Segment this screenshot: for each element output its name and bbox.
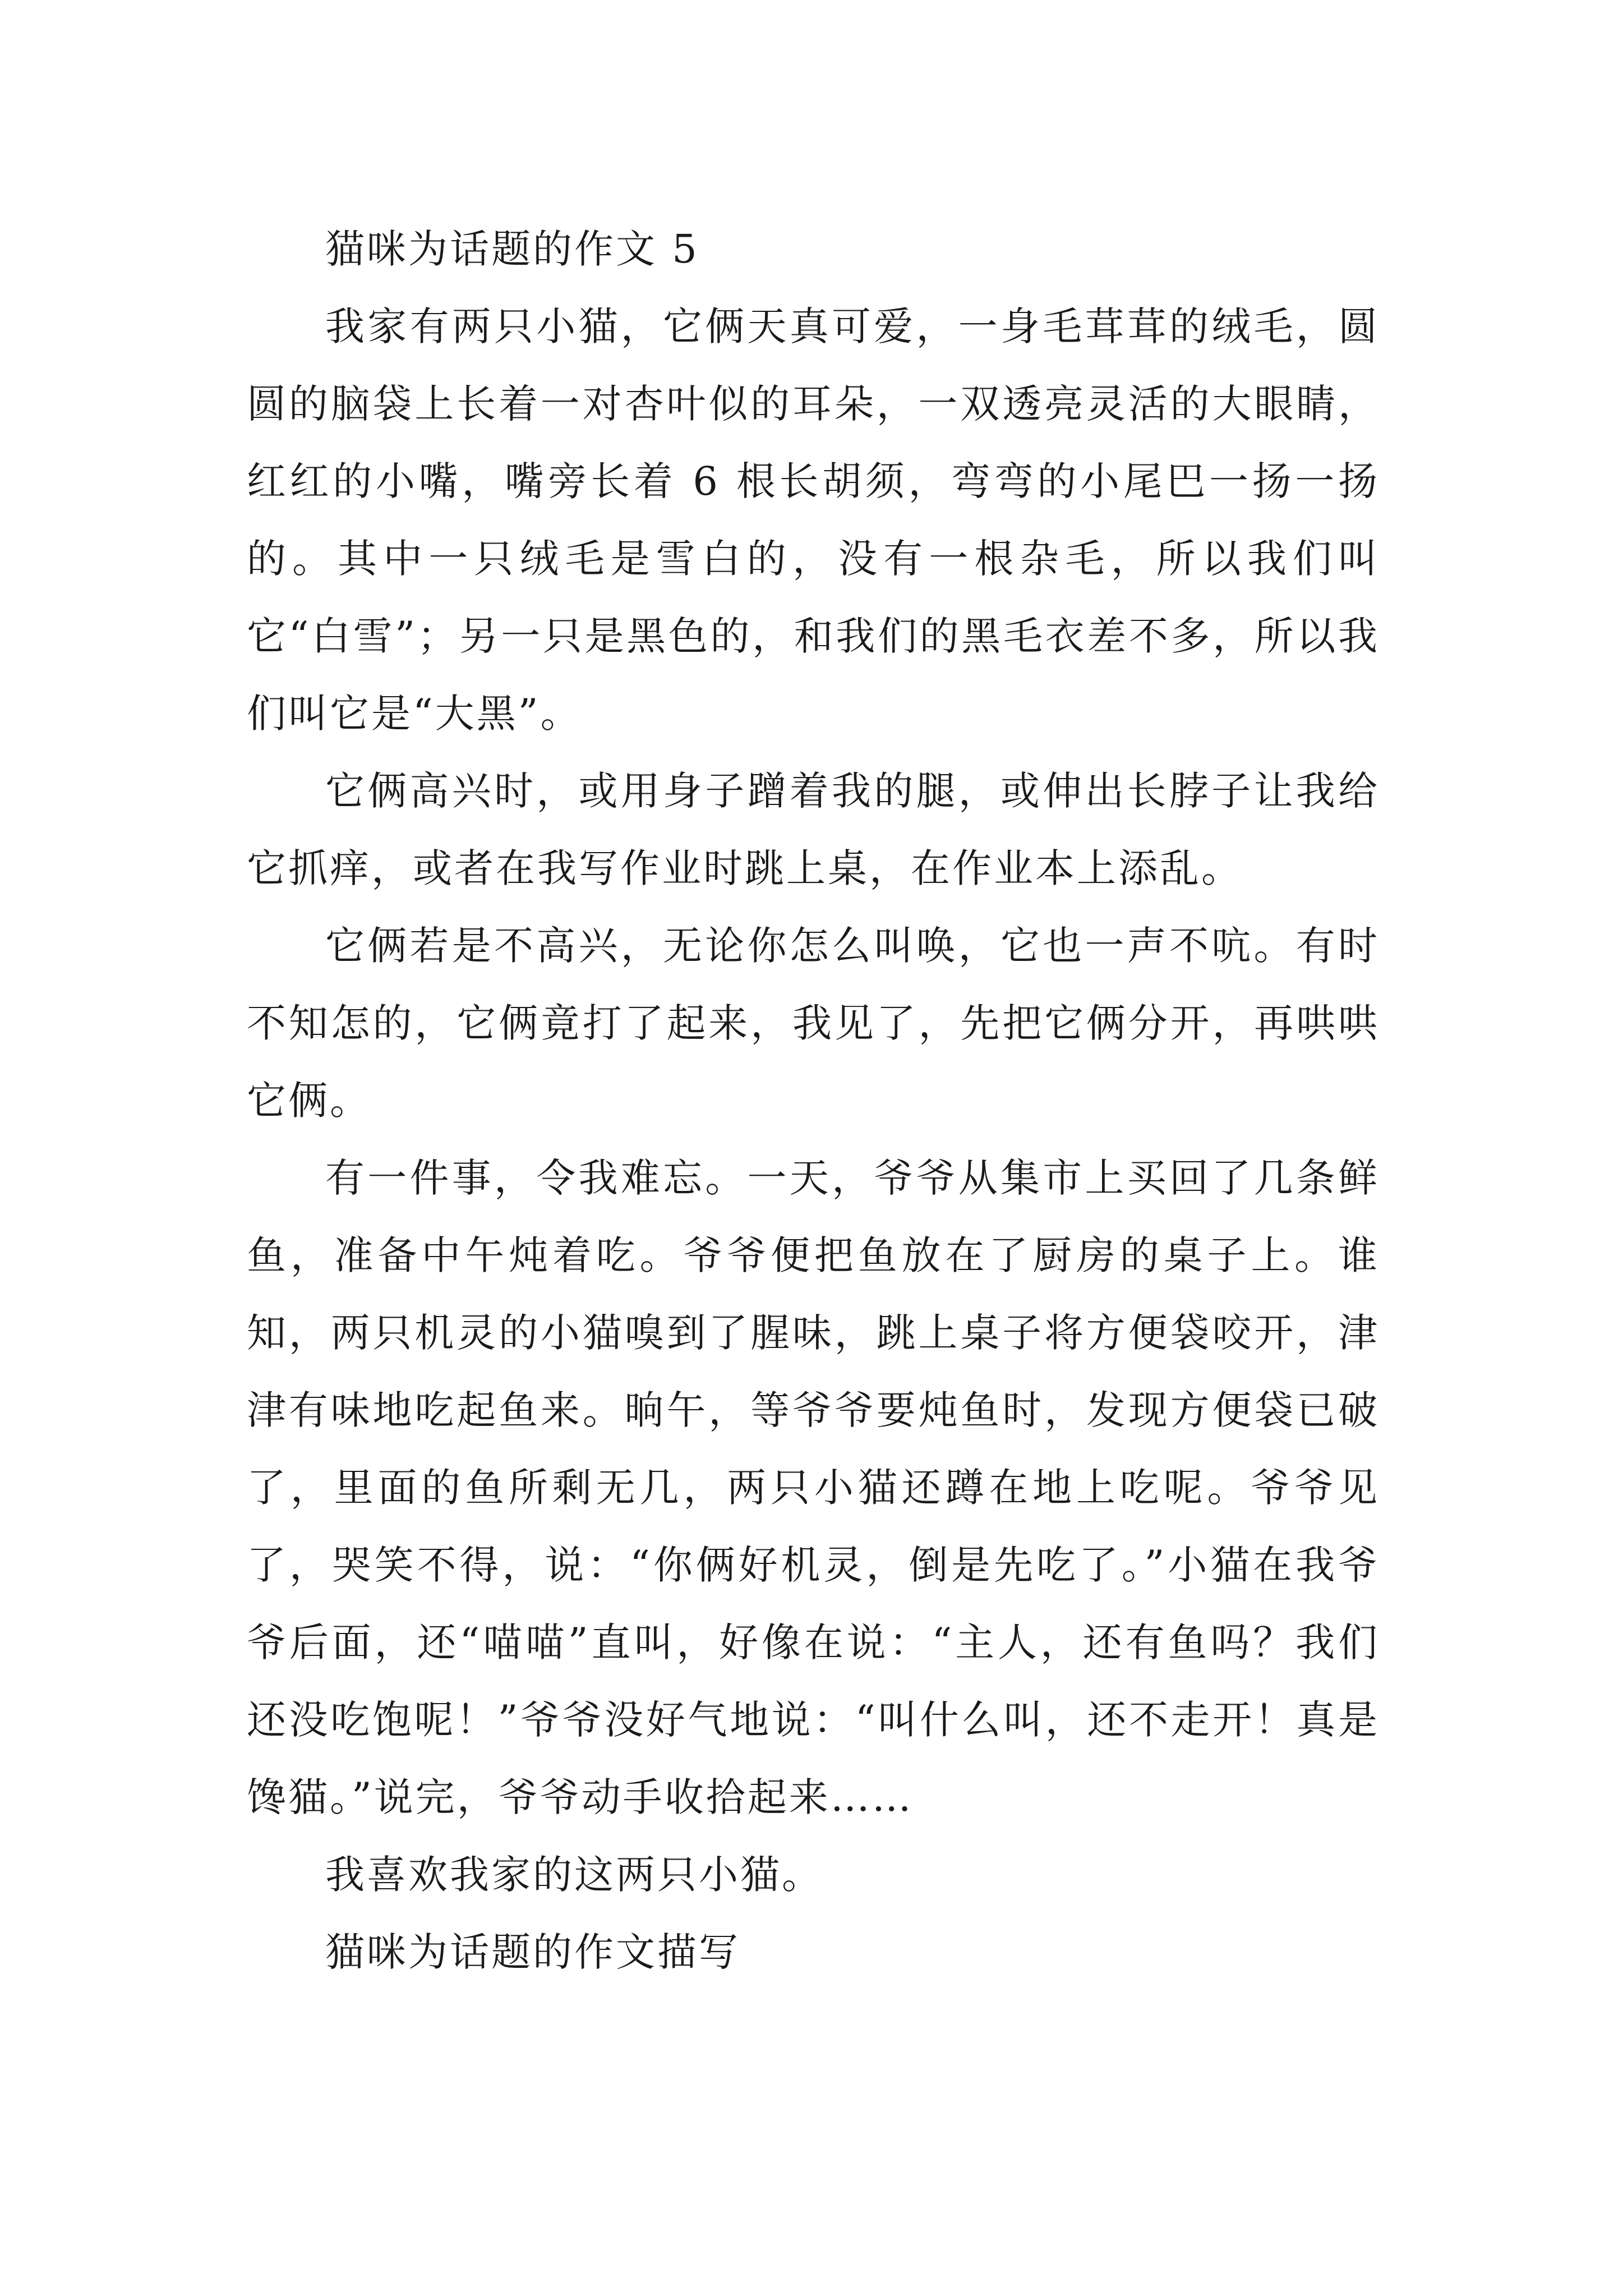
paragraph: 它俩若是不高兴，无论你怎么叫唤，它也一声不吭。有时不知怎的，它俩竟打了起来，我见了，先把它俩分开，再哄哄它俩。 <box>247 923 1380 1124</box>
paragraph: 它俩高兴时，或用身子蹭着我的腿，或伸出长脖子让我给它抓痒，或者在我写作业时跳上桌，在作业本上添乱。 <box>247 768 1380 891</box>
paragraph: 有一件事，令我难忘。一天，爷爷从集市上买回了几条鲜鱼，准备中午炖着吃。爷爷便把鱼放在了厨房的桌子上。谁知，两只机灵的小猫嗅到了腥味，跳上桌子将方便袋咬开，津津有味地吃起鱼来。晌午，等爷爷要炖鱼时，发现方便袋已破了，里面的鱼所剩无几，两只小猫还蹲在地上吃呢。爷爷见了，哭笑不得，说：“你俩好机灵，倒是先吃了。”小猫在我爷爷后面，还“喵喵”直叫，好像在说：“主人，还有鱼吗？我们还没吃饱呢！”爷爷没好气地说：“叫什么叫，还不走开！真是馋猫。”说完，爷爷动手收拾起来…… <box>247 1155 1380 1820</box>
paragraph: 我家有两只小猫，它俩天真可爱，一身毛茸茸的绒毛，圆圆的脑袋上长着一对杏叶似的耳朵，一双透亮灵活的大眼睛，红红的小嘴，嘴旁长着 6 根长胡须，弯弯的小尾巴一扬一扬的。其中一只绒毛是雪白的，没有一根杂毛，所以我们叫它“白雪”；另一只是黑色的，和我们的黑毛衣差不多，所以我们叫它是“大黑”。 <box>247 303 1380 737</box>
next-essay-title: 猫咪为话题的作文描写 <box>325 1929 740 1975</box>
document-body <box>247 210 1380 1991</box>
essay-title: 猫咪为话题的作文 5 <box>325 226 699 272</box>
paragraph: 我喜欢我家的这两只小猫。 <box>325 1852 823 1898</box>
